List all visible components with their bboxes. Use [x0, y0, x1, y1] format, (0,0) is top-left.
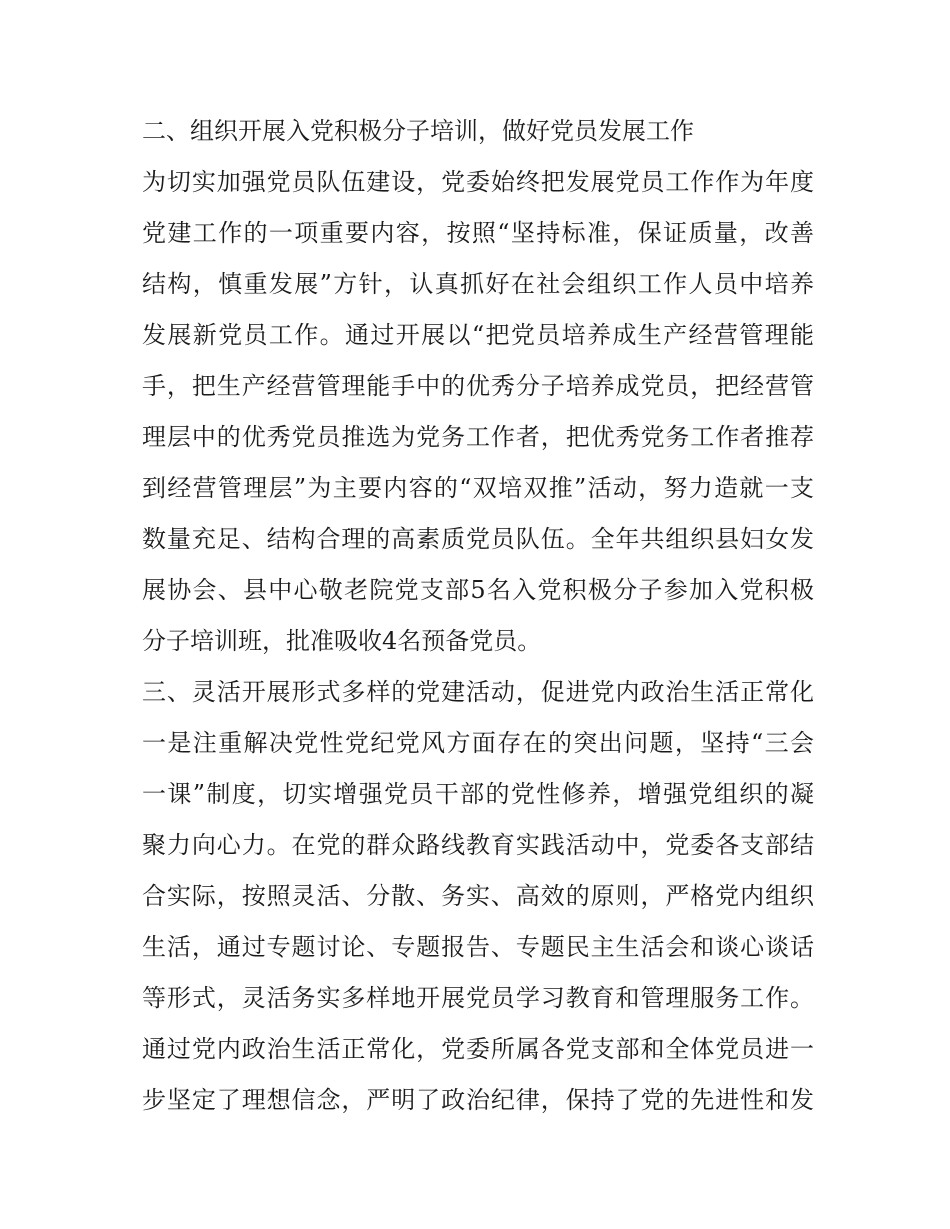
paragraph-line: 数量充足、结构合理的高素质党员队伍。全年共组织县妇女发	[142, 525, 814, 553]
paragraph-line: 一课”制度，切实增强党员干部的党性修养，增强党组织的凝	[142, 780, 814, 808]
paragraph-line: 一是注重解决党性党纪党风方面存在的突出问题，坚持“三会	[142, 729, 814, 757]
paragraph-line: 结构，慎重发展”方针，认真抓好在社会组织工作人员中培养	[142, 270, 814, 298]
paragraph-line: 生活，通过专题讨论、专题报告、专题民主生活会和谈心谈话	[142, 933, 814, 961]
paragraph-line: 步坚定了理想信念，严明了政治纪律，保持了党的先进性和发	[142, 1086, 814, 1114]
paragraph-line: 党建工作的一项重要内容，按照“坚持标准，保证质量，改善	[142, 219, 814, 247]
document-body	[142, 106, 814, 1126]
paragraph-line: 理层中的优秀党员推选为党务工作者，把优秀党务工作者推荐	[142, 423, 814, 451]
paragraph-line: 展协会、县中心敬老院党支部5名入党积极分子参加入党积极	[142, 576, 814, 604]
paragraph-line: 到经营管理层”为主要内容的“双培双推”活动，努力造就一支	[142, 474, 814, 502]
paragraph-line: 等形式，灵活务实多样地开展党员学习教育和管理服务工作。	[142, 984, 814, 1012]
paragraph-line: 分子培训班，批准吸收4名预备党员。	[142, 627, 542, 655]
section-heading-3: 三、灵活开展形式多样的党建活动，促进党内政治生活正常化	[142, 678, 814, 706]
paragraph-line: 合实际，按照灵活、分散、务实、高效的原则，严格党内组织	[142, 882, 814, 910]
section-heading-2: 二、组织开展入党积极分子培训，做好党员发展工作	[142, 117, 694, 145]
paragraph-line: 通过党内政治生活正常化，党委所属各党支部和全体党员进一	[142, 1035, 814, 1063]
paragraph-line: 为切实加强党员队伍建设，党委始终把发展党员工作作为年度	[142, 168, 814, 196]
paragraph-line: 发展新党员工作。通过开展以“把党员培养成生产经营管理能	[142, 321, 814, 349]
paragraph-line: 聚力向心力。在党的群众路线教育实践活动中，党委各支部结	[142, 831, 814, 859]
paragraph-line: 手，把生产经营管理能手中的优秀分子培养成党员，把经营管	[142, 372, 814, 400]
